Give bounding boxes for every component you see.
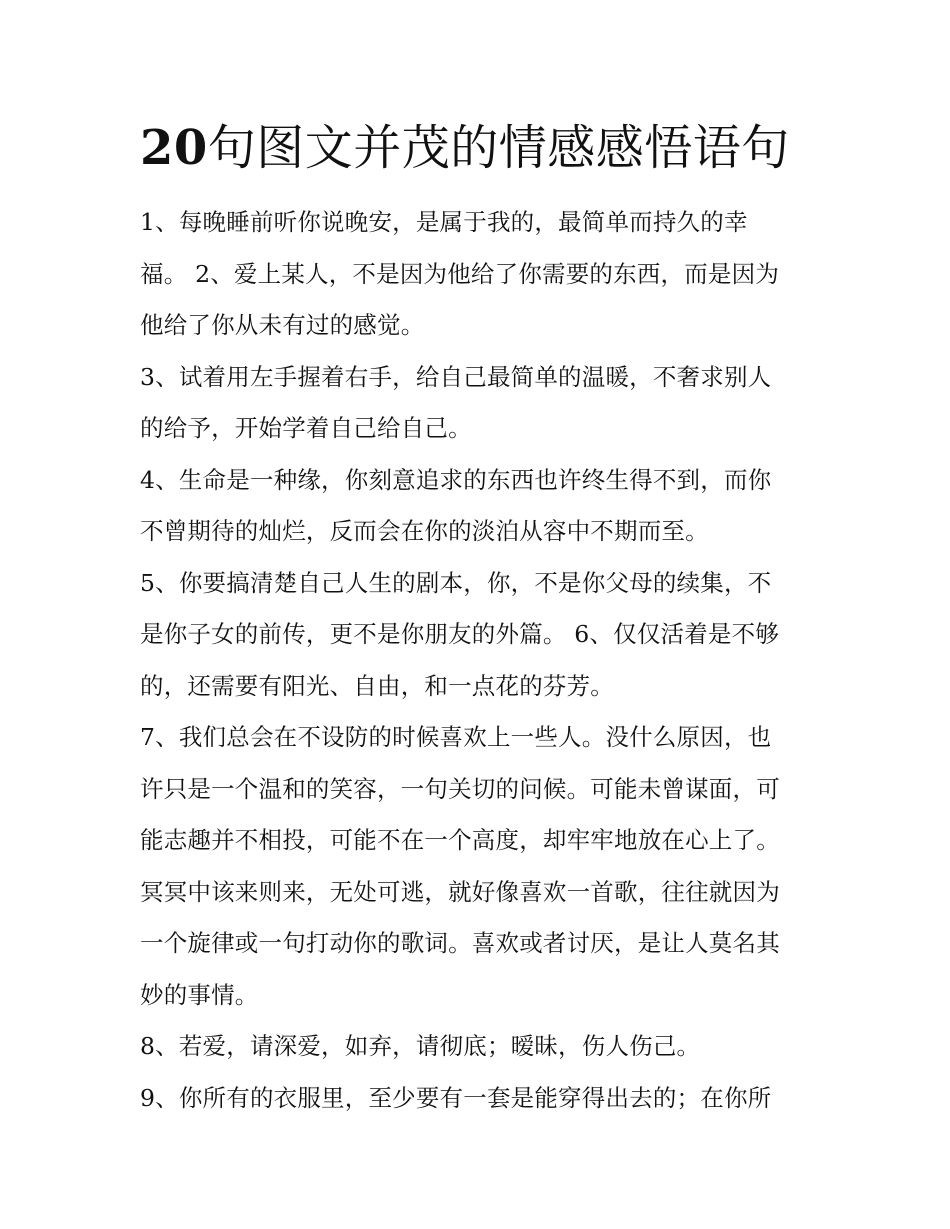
text-line: 5、你要搞清楚自己人生的剧本，你，不是你父母的续集，不 <box>140 568 772 597</box>
text-line: 1、每晚睡前听你说晚安，是属于我的，最简单而持久的幸 <box>140 208 748 236</box>
text-line: 一个旋律或一句打动你的歌词。喜欢或者讨厌，是让人莫名其 <box>140 929 780 957</box>
title-text: 句图文并茂的情感感悟语句 <box>207 120 790 176</box>
text-line: 冥冥中该来则来，无处可逃，就好像喜欢一首歌，往往就因为 <box>140 877 780 906</box>
text-line: 他给了你从未有过的感觉。 <box>140 311 425 339</box>
text-line: 妙的事情。 <box>140 980 259 1009</box>
title-number: 20 <box>140 120 208 176</box>
text-line: 9、你所有的衣服里，至少要有一套是能穿得出去的；在你所 <box>140 1083 772 1112</box>
paragraph-5 <box>140 558 820 713</box>
text-line: 7、我们总会在不设防的时候喜欢上一些人。没什么原因，也 <box>140 723 772 751</box>
text-line: 不曾期待的灿烂，反而会在你的淡泊从容中不期而至。 <box>140 517 709 545</box>
paragraph-4 <box>140 455 820 558</box>
text-line: 的给予，开始学着自己给自己。 <box>140 414 472 442</box>
paragraph-8 <box>140 1021 820 1073</box>
paragraph-1 <box>140 197 820 352</box>
text-line: 3、试着用左手握着右手，给自己最简单的温暖，不奢求别人 <box>140 362 772 391</box>
text-line: 的，还需要有阳光、自由，和一点花的芬芳。 <box>140 671 614 700</box>
paragraph-7 <box>140 712 820 1021</box>
document-body <box>140 197 820 1124</box>
paragraph-3 <box>140 352 820 455</box>
paragraph-9 <box>140 1073 820 1125</box>
text-line: 4、生命是一种缘，你刻意追求的东西也许终生得不到，而你 <box>140 465 772 494</box>
text-line: 能志趣并不相投，可能不在一个高度，却牢牢地放在心上了。 <box>140 826 780 854</box>
text-line: 8、若爱，请深爱，如弃，请彻底；暧昧，伤人伤己。 <box>140 1032 701 1060</box>
text-line: 许只是一个温和的笑容，一句关切的问候。可能未曾谋面，可 <box>140 774 780 803</box>
text-line: 是你子女的前传，更不是你朋友的外篇。 6、仅仅活着是不够 <box>140 620 780 648</box>
page-title <box>140 112 840 184</box>
text-line: 福。 2、爱上某人，不是因为他给了你需要的东西，而是因为 <box>140 259 780 288</box>
